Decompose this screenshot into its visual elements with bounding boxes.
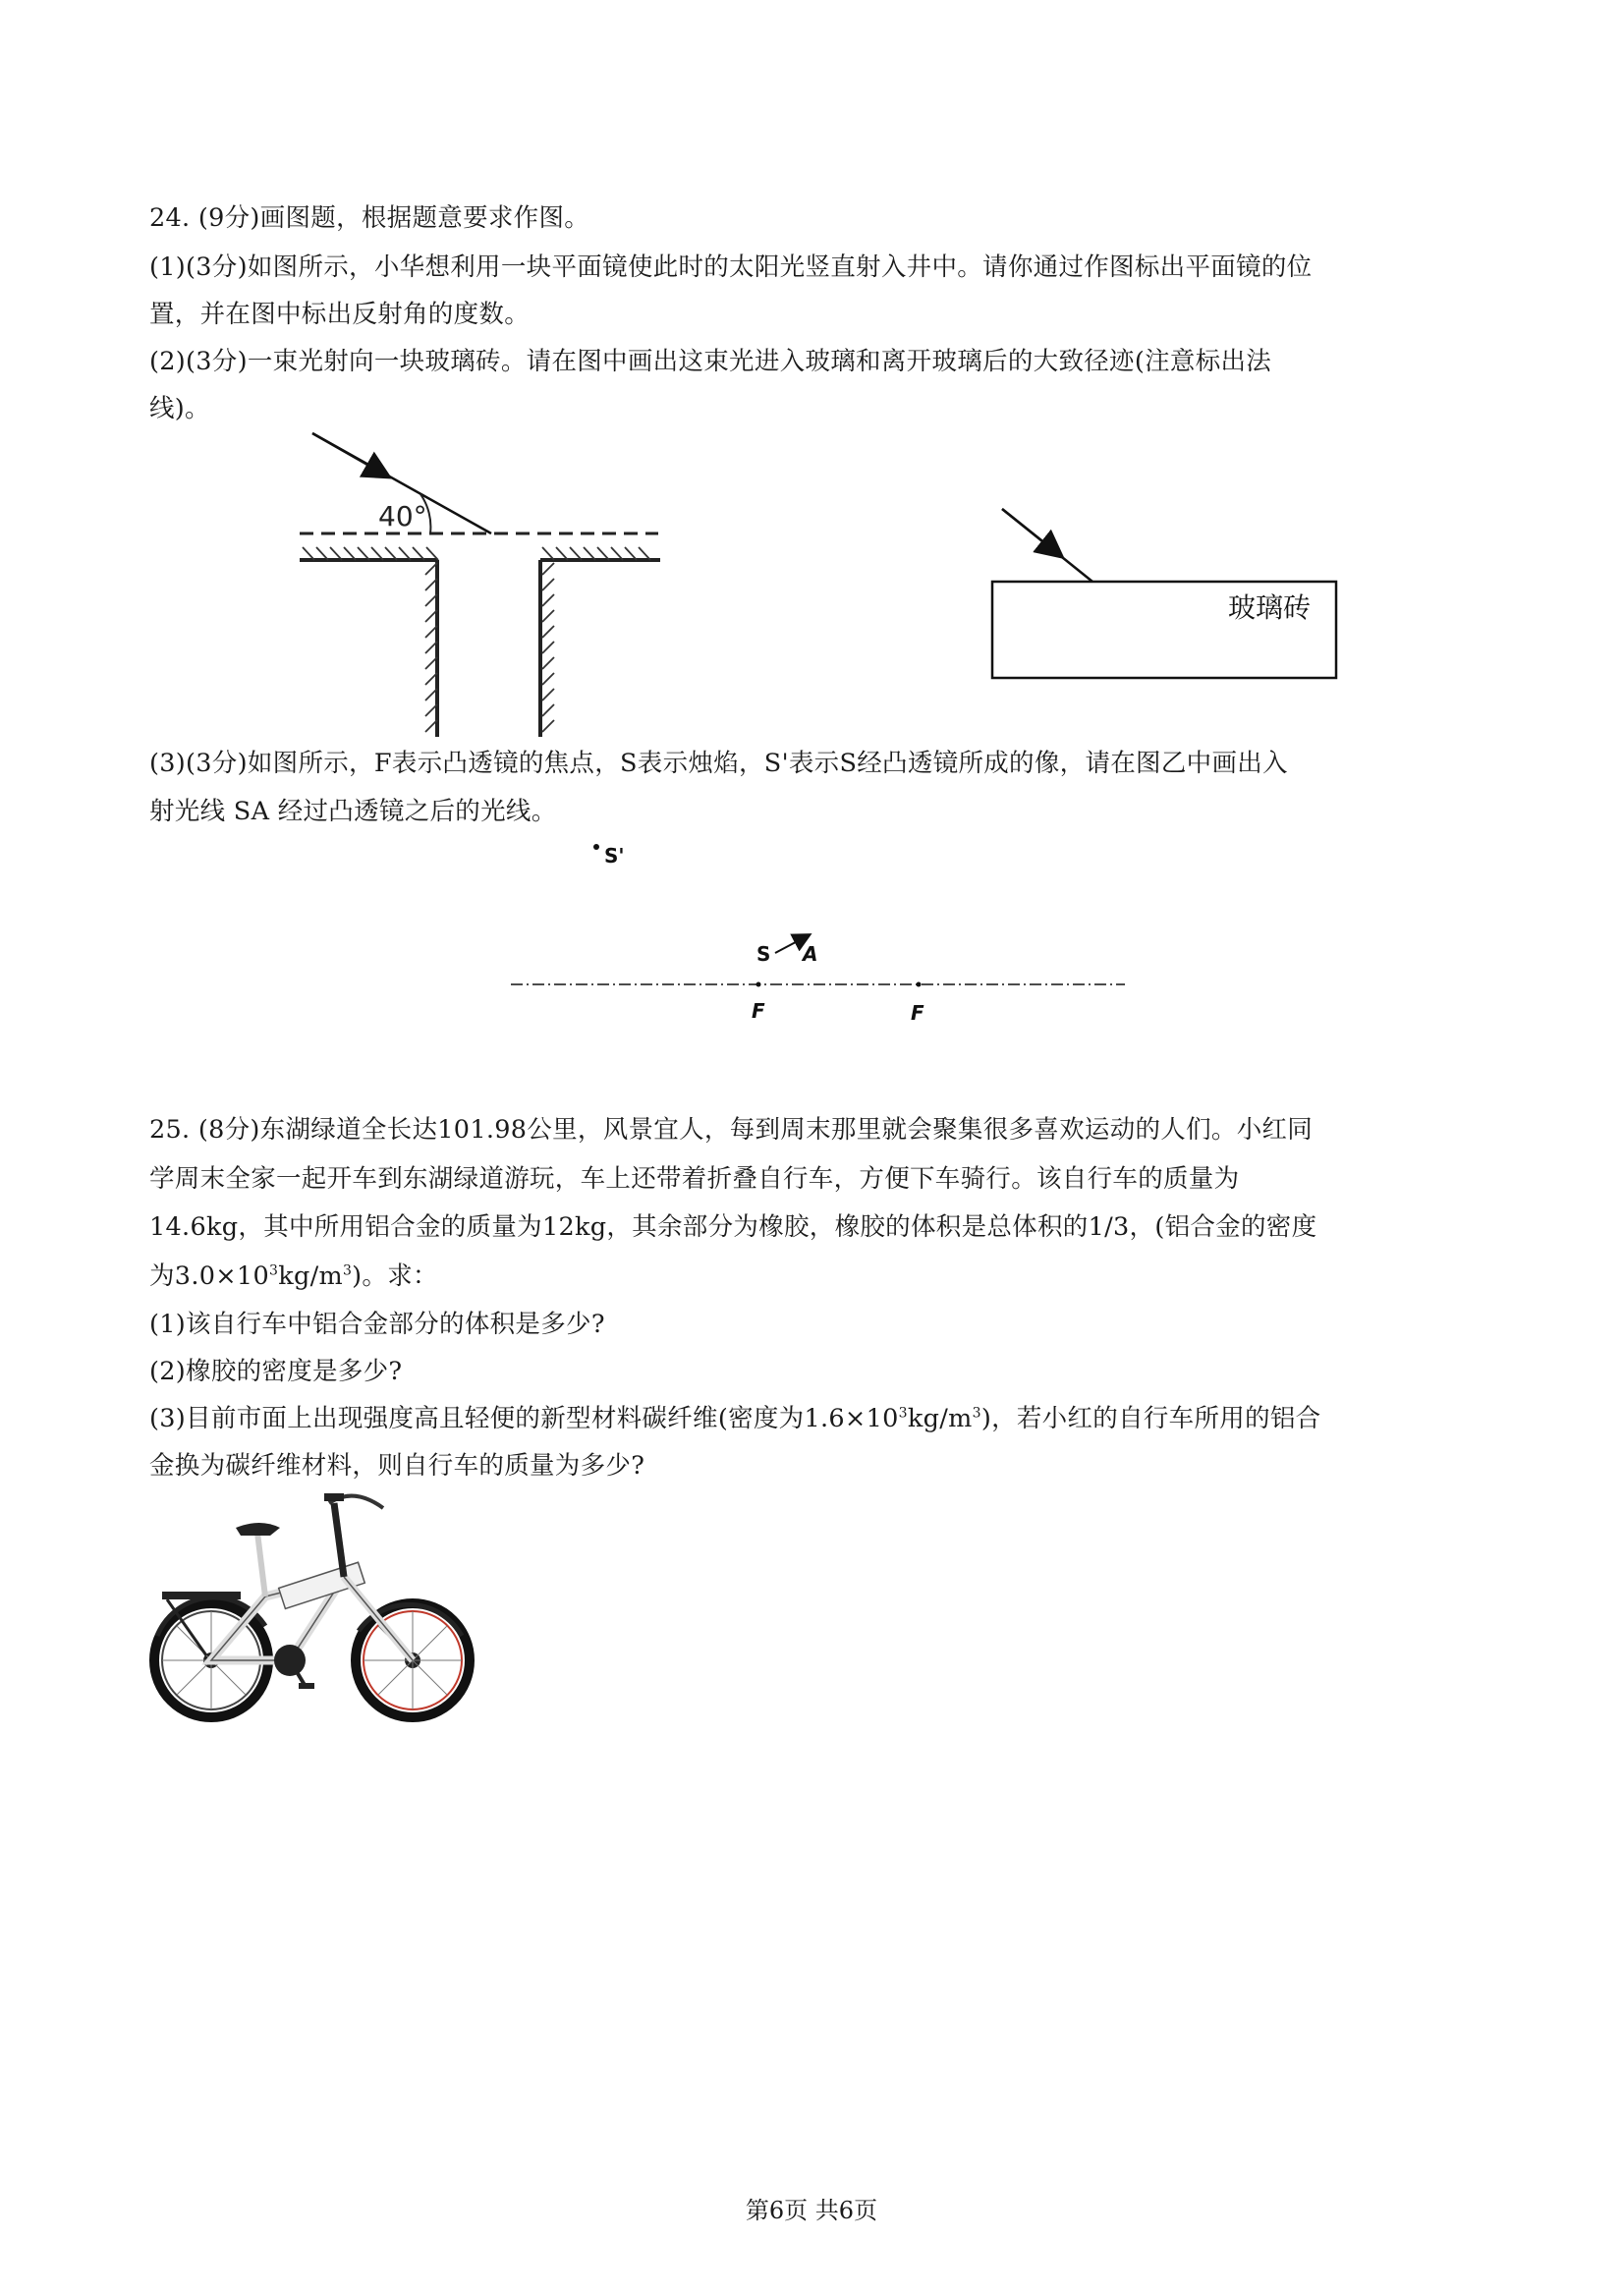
angle-label: 40° <box>378 500 427 532</box>
f1-label: F <box>752 999 765 1023</box>
q24-part2-line2: 线)。 <box>149 394 210 423</box>
a-label: A <box>803 942 818 966</box>
lens-diagram <box>506 835 1135 1032</box>
ground-hatching <box>303 547 650 732</box>
q24-part2-line1: (2)(3分)一束光射向一块玻璃砖。请在图中画出这束光进入玻璃和离开玻璃后的大致径迹(注意标出法 <box>149 347 1272 376</box>
f2-label: F <box>911 1001 924 1025</box>
focus-dot-1 <box>756 982 761 987</box>
q24-part1-line2: 置，并在图中标出反射角的度数。 <box>149 300 531 329</box>
q24-part3-line2: 射光线 SA 经过凸透镜之后的光线。 <box>149 797 557 826</box>
page-footer: 第6页 共6页 <box>745 2197 878 2224</box>
focus-dot-2 <box>917 982 922 987</box>
well-diagram <box>295 427 668 742</box>
q25-line2: 学周末全家一起开车到东湖绿道游玩，车上还带着折叠自行车，方便下车骑行。该自行车的质量为 <box>149 1164 1240 1194</box>
glass-diagram <box>982 501 1356 688</box>
q25-line4: 为$3.0\times 10^3kg/m^3$)。求： <box>149 1261 438 1291</box>
q25-sub2: (2)橡胶的密度是多少? <box>149 1357 403 1386</box>
q24-part3-line1: (3)(3分)如图所示，F表示凸透镜的焦点，S表示烛焰，S'表示S经凸透镜所成的像，请在图乙中画出入 <box>149 749 1288 778</box>
q25-line3: 14.6kg，其中所用铝合金的质量为12kg，其余部分为橡胶，橡胶的体积是总体积的1/3，(铝合金的密度 <box>149 1212 1317 1242</box>
q25-sub1: (1)该自行车中铝合金部分的体积是多少? <box>149 1310 605 1339</box>
q25-sub3-line1: (3)目前市面上出现强度高且轻便的新型材料碳纤维(密度为$1.6\times 10^3kg/m^3$)，若小红的自行车所用的铝合 <box>149 1404 1321 1433</box>
s-prime-label: S' <box>604 844 625 868</box>
s-prime-dot <box>593 844 599 850</box>
bicycle-image <box>147 1488 481 1724</box>
s-label: S <box>756 942 771 966</box>
q24-title: 24. (9分)画图题，根据题意要求作图。 <box>149 203 590 233</box>
q24-part1-line1: (1)(3分)如图所示，小华想利用一块平面镜使此时的太阳光竖直射入井中。请你通过作图标出平面镜的位 <box>149 252 1313 282</box>
glass-label: 玻璃砖 <box>1228 591 1312 624</box>
q25-sub3-line2: 金换为碳纤维材料，则自行车的质量为多少? <box>149 1451 645 1481</box>
q25-line1: 25. (8分)东湖绿道全长达101.98公里，风景宜人，每到周末那里就会聚集很多喜欢运动的人们。小红同 <box>149 1115 1314 1145</box>
